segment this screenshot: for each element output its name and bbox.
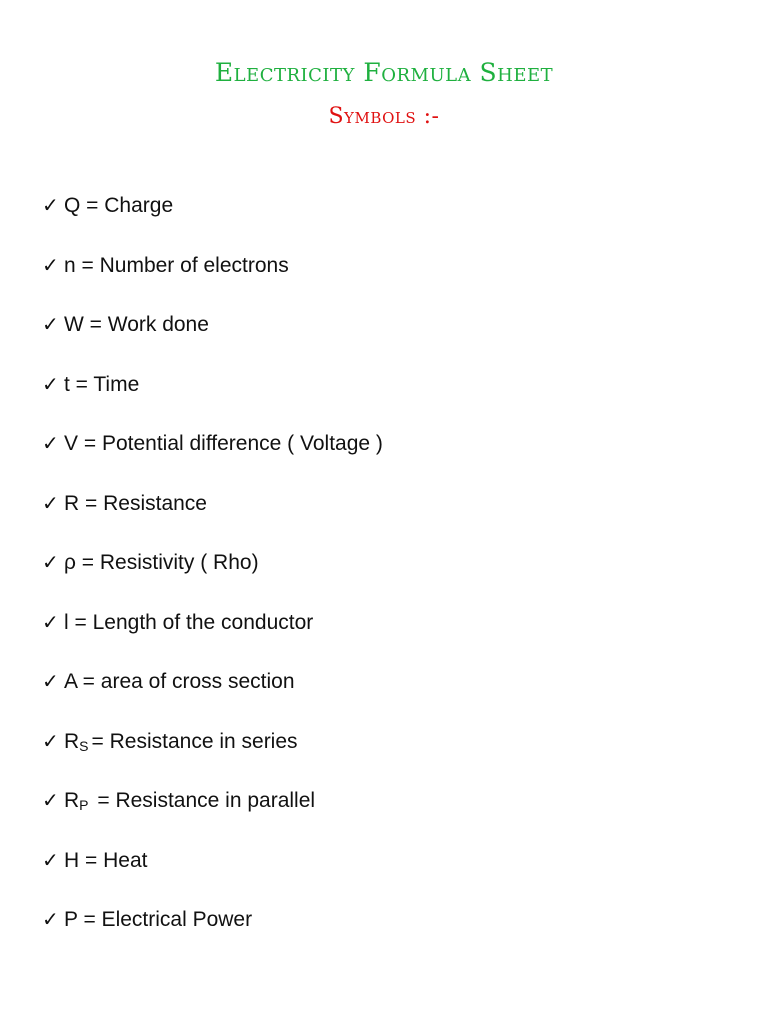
checkmark-icon: ✓ <box>42 788 59 812</box>
list-item <box>42 431 383 491</box>
checkmark-icon: ✓ <box>42 193 59 217</box>
list-item <box>42 669 383 729</box>
symbol-definition: Q = Charge <box>64 194 174 217</box>
checkmark-icon: ✓ <box>42 609 59 634</box>
symbol-letter: R <box>64 729 80 753</box>
checkmark-icon: ✓ <box>42 550 59 574</box>
symbols-list <box>42 193 383 967</box>
symbol-meaning: = Resistance in series <box>91 729 298 753</box>
list-item <box>42 848 383 908</box>
symbol-definition: t = Time <box>64 372 140 396</box>
checkmark-icon: ✓ <box>42 728 59 753</box>
section-heading-symbols: Symbols :- <box>328 104 440 129</box>
checkmark-icon: ✓ <box>42 431 59 455</box>
list-item <box>42 372 383 432</box>
list-item <box>42 729 383 789</box>
symbol-letter: R <box>64 789 80 812</box>
checkmark-icon: ✓ <box>42 847 59 872</box>
list-item <box>42 253 383 313</box>
list-item <box>42 907 383 967</box>
symbol-definition: n = Number of electrons <box>64 253 289 277</box>
checkmark-icon: ✓ <box>42 669 59 693</box>
symbol-definition: V = Potential difference ( Voltage ) <box>64 432 383 455</box>
checkmark-icon: ✓ <box>42 312 59 336</box>
symbol-definition: W = Work done <box>64 313 209 336</box>
checkmark-icon: ✓ <box>42 252 59 277</box>
list-item <box>42 610 383 670</box>
symbol-meaning: = Resistance in parallel <box>91 789 316 812</box>
list-item <box>42 193 383 253</box>
symbol-subscript: S <box>79 737 89 754</box>
symbol-definition: ρ = Resistivity ( Rho) <box>64 551 259 574</box>
symbol-definition: R = Resistance <box>64 491 207 515</box>
symbol-definition: P = Electrical Power <box>64 908 253 931</box>
symbol-definition <box>64 729 298 759</box>
checkmark-icon: ✓ <box>42 490 59 515</box>
list-item <box>42 491 383 551</box>
list-item <box>42 788 383 848</box>
symbol-definition: A = area of cross section <box>64 670 295 693</box>
symbol-definition <box>64 788 315 818</box>
symbol-definition: l = Length of the conductor <box>64 610 314 634</box>
checkmark-icon: ✓ <box>42 907 59 931</box>
list-item <box>42 550 383 610</box>
page-title: Electricity Formula Sheet <box>214 58 554 87</box>
symbol-definition: H = Heat <box>64 848 148 872</box>
checkmark-icon: ✓ <box>42 371 59 396</box>
symbol-subscript: P <box>79 797 89 813</box>
list-item <box>42 312 383 372</box>
